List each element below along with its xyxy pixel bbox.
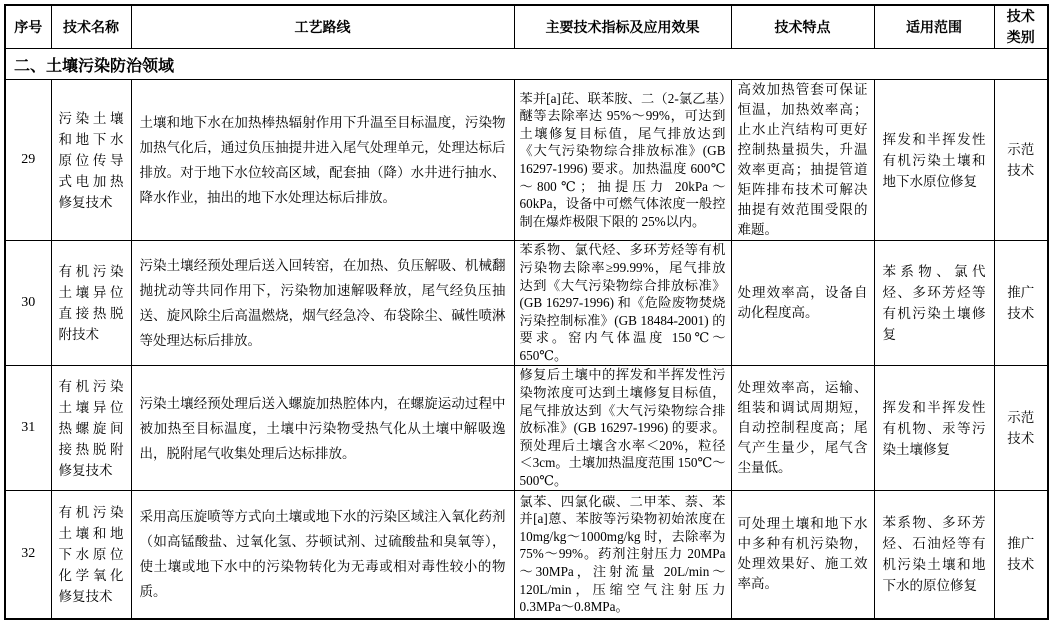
cell-features: 处理效率高，运输、组装和调试周期短，自动控制程度高；尾气产生量少，尾气含尘量低。 — [731, 366, 874, 491]
cell-category — [994, 491, 1048, 619]
cell-tech-name: 有机污染土壤异位直接热脱附技术 — [51, 241, 131, 366]
cell-features: 可处理土壤和地下水中多种有机污染物，处理效果好、施工效率高。 — [731, 491, 874, 619]
cell-tech-name: 有机污染土壤异位热螺旋间接热脱附修复技术 — [51, 366, 131, 491]
cell-tech-name: 有机污染土壤和地下水原位化学氧化修复技术 — [51, 491, 131, 619]
table-row — [5, 366, 1048, 491]
column-header-scope: 适用范围 — [874, 5, 994, 49]
cell-tech-name: 污染土壤和地下水原位传导式电加热修复技术 — [51, 80, 131, 241]
cell-process-route: 土壤和地下水在加热棒热辐射作用下升温至目标温度，污染物加热气化后，通过负压抽提井进入尾气处理单元，处理达标后排放。对于地下水位较高区域，配套抽（降）水井进行抽水、降水作业，抽出的地下水处理达标后排放。 — [131, 80, 514, 241]
cell-scope: 苯系物、氯代烃、多环芳烃等有机污染土壤修复 — [874, 241, 994, 366]
column-header-features: 技术特点 — [731, 5, 874, 49]
cell-process-route: 污染土壤经预处理后送入螺旋加热腔体内，在螺旋运动过程中被加热至目标温度，土壤中污染物受热气化从土壤中解吸逸出，脱附尾气收集处理后达标排放。 — [131, 366, 514, 491]
category-label: 示范技术 — [1007, 410, 1035, 446]
column-header-category — [994, 5, 1048, 49]
cell-indicators: 修复后土壤中的挥发和半挥发性污染物浓度可达到土壤修复目标值，尾气排放达到《大气污染物综合排放标准》(GB 16297-1996) 的要求。预处理后土壤含水率＜20%，粒径＜3cm。土壤加热温度范围 150℃～500℃。 — [514, 366, 731, 491]
table-row — [5, 80, 1048, 241]
cell-serial-number: 30 — [5, 241, 51, 366]
cell-category — [994, 241, 1048, 366]
column-header-process: 工艺路线 — [131, 5, 514, 49]
cell-scope: 挥发和半挥发性有机污染土壤和地下水原位修复 — [874, 80, 994, 241]
technology-catalog-table — [4, 4, 1049, 620]
column-header-tech-name: 技术名称 — [51, 5, 131, 49]
cell-scope: 苯系物、多环芳烃、石油烃等有机污染土壤和地下水的原位修复 — [874, 491, 994, 619]
cell-features: 高效加热管套可保证恒温，加热效率高；止水止汽结构可更好控制热量损失，升温效率更高；抽提管道矩阵排布技术可解决抽提有效范围受限的难题。 — [731, 80, 874, 241]
column-header-no: 序号 — [5, 5, 51, 49]
cell-process-route: 采用高压旋喷等方式向土壤或地下水的污染区域注入氧化药剂（如高锰酸盐、过氧化氢、芬顿试剂、过硫酸盐和臭氧等），使土壤或地下水中的污染物转化为无毒或相对毒性较小的物质。 — [131, 491, 514, 619]
cell-process-route: 污染土壤经预处理后送入回转窑，在加热、负压解吸、机械翻抛扰动等共同作用下，污染物加速解吸释放，尾气经负压抽送、旋风除尘后高温燃烧，烟气经急冷、布袋除尘、碱性喷淋等处理达标后排放。 — [131, 241, 514, 366]
cell-serial-number: 29 — [5, 80, 51, 241]
cell-serial-number: 32 — [5, 491, 51, 619]
cell-category — [994, 366, 1048, 491]
column-header-indicators: 主要技术指标及应用效果 — [514, 5, 731, 49]
cell-scope: 挥发和半挥发性有机物、汞等污染土壤修复 — [874, 366, 994, 491]
cell-features: 处理效率高，设备自动化程度高。 — [731, 241, 874, 366]
table-row — [5, 491, 1048, 619]
cell-indicators: 苯系物、氯代烃、多环芳烃等有机污染物去除率≥99.99%，尾气排放达到《大气污染物综合排放标准》(GB 16297-1996) 和《危险废物焚烧污染控制标准》(GB 18484-2001) 的要求。窑内气体温度 150℃～650℃。 — [514, 241, 731, 366]
cell-serial-number: 31 — [5, 366, 51, 491]
column-header-category-label: 技术类别 — [1006, 8, 1035, 45]
cell-category — [994, 80, 1048, 241]
category-label: 推广技术 — [1007, 536, 1035, 573]
category-label: 示范技术 — [1007, 142, 1035, 178]
section-row — [5, 49, 1048, 80]
header-row — [5, 5, 1048, 49]
cell-indicators: 氯苯、四氯化碳、二甲苯、萘、苯并[a]蒽、苯胺等污染物初始浓度在 10mg/kg～1000mg/kg 时，去除率为 75%～99%。药剂注射压力 20MPa～30MPa，注射流量 20L/min～120L/min，压缩空气注射压力 0.3MPa～0.8MPa。 — [514, 491, 731, 619]
category-label: 推广技术 — [1007, 285, 1035, 321]
section-title: 二、土壤污染防治领域 — [5, 49, 1048, 80]
table-row — [5, 241, 1048, 366]
cell-indicators: 苯并[a]芘、联苯胺、二（2-氯乙基）醚等去除率达 95%～99%，可达到土壤修复目标值，尾气排放达到《大气污染物综合排放标准》(GB 16297-1996) 要求。加热温度 600℃～800℃；抽提压力 20kPa～60kPa，设备中可燃气体浓度一般控制在爆炸极限下限的 25%以内。 — [514, 80, 731, 241]
